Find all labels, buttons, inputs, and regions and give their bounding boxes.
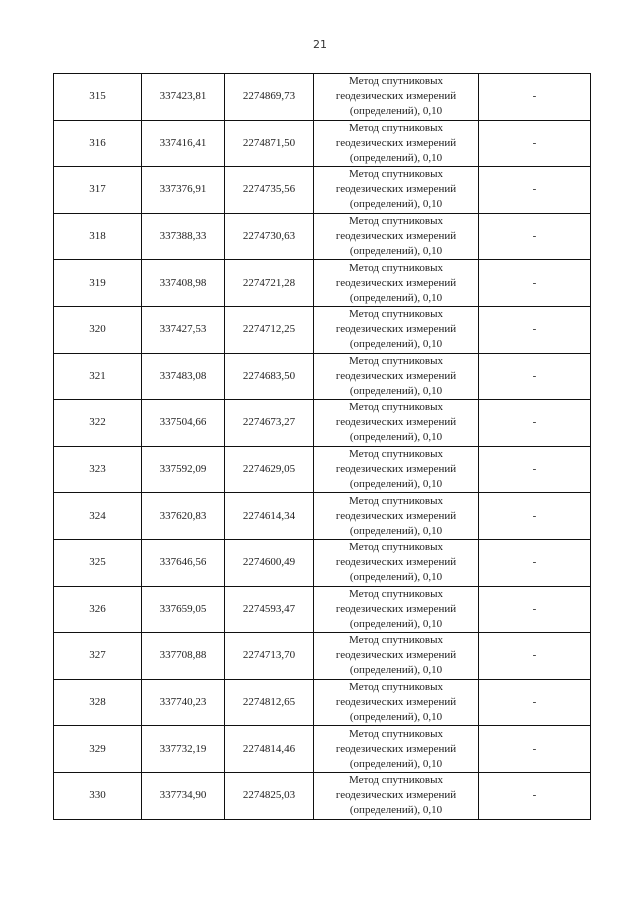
y-coordinate-cell: 2274812,65	[225, 679, 314, 726]
method-line: (определений), 0,10	[349, 198, 443, 211]
point-number-cell: 323	[54, 446, 142, 493]
point-number-cell: 329	[54, 726, 142, 773]
x-coordinate-cell: 337646,56	[142, 539, 225, 586]
method-line: (определений), 0,10	[349, 664, 443, 677]
point-number-cell: 320	[54, 306, 142, 353]
method-line: геодезических измерений	[335, 369, 457, 382]
method-line: геодезических измерений	[335, 230, 457, 243]
table-body	[54, 74, 591, 820]
method-cell	[314, 167, 479, 214]
method-cell	[314, 213, 479, 260]
table-row	[54, 120, 591, 167]
y-coordinate-cell: 2274825,03	[225, 772, 314, 819]
method-cell	[314, 74, 479, 121]
description-cell: -	[479, 493, 591, 540]
method-line: Метод спутниковых	[349, 121, 443, 134]
method-line: Метод спутниковых	[349, 494, 443, 507]
table-row	[54, 772, 591, 819]
method-line: Метод спутниковых	[349, 727, 443, 740]
point-number-cell: 326	[54, 586, 142, 633]
method-line: (определений), 0,10	[349, 384, 443, 397]
description-cell: -	[479, 167, 591, 214]
y-coordinate-cell: 2274869,73	[225, 74, 314, 121]
x-coordinate-cell: 337408,98	[142, 260, 225, 307]
method-line: Метод спутниковых	[349, 401, 443, 414]
y-coordinate-cell: 2274814,46	[225, 726, 314, 773]
method-line: (определений), 0,10	[349, 757, 443, 770]
method-line: (определений), 0,10	[349, 524, 443, 537]
description-cell: -	[479, 120, 591, 167]
method-line: (определений), 0,10	[349, 431, 443, 444]
table-row	[54, 400, 591, 447]
method-line: Метод спутниковых	[349, 308, 443, 321]
description-cell: -	[479, 633, 591, 680]
method-line: геодезических измерений	[335, 276, 457, 289]
method-line: Метод спутниковых	[349, 215, 443, 228]
method-cell	[314, 446, 479, 493]
y-coordinate-cell: 2274593,47	[225, 586, 314, 633]
method-line: Метод спутниковых	[349, 634, 443, 647]
point-number-cell: 318	[54, 213, 142, 260]
table-row	[54, 633, 591, 680]
x-coordinate-cell: 337740,23	[142, 679, 225, 726]
x-coordinate-cell: 337734,90	[142, 772, 225, 819]
method-cell	[314, 772, 479, 819]
method-line: Метод спутниковых	[349, 681, 443, 694]
table-row	[54, 167, 591, 214]
table-row	[54, 493, 591, 540]
y-coordinate-cell: 2274683,50	[225, 353, 314, 400]
y-coordinate-cell: 2274871,50	[225, 120, 314, 167]
description-cell: -	[479, 306, 591, 353]
description-cell: -	[479, 446, 591, 493]
method-line: Метод спутниковых	[349, 354, 443, 367]
point-number-cell: 327	[54, 633, 142, 680]
description-cell: -	[479, 260, 591, 307]
method-cell	[314, 633, 479, 680]
y-coordinate-cell: 2274614,34	[225, 493, 314, 540]
method-line: (определений), 0,10	[349, 711, 443, 724]
point-number-cell: 321	[54, 353, 142, 400]
table-row	[54, 586, 591, 633]
method-line: геодезических измерений	[335, 649, 457, 662]
point-number-cell: 322	[54, 400, 142, 447]
x-coordinate-cell: 337388,33	[142, 213, 225, 260]
y-coordinate-cell: 2274673,27	[225, 400, 314, 447]
method-line: Метод спутниковых	[349, 261, 443, 274]
description-cell: -	[479, 353, 591, 400]
method-cell	[314, 400, 479, 447]
method-line: геодезических измерений	[335, 602, 457, 615]
y-coordinate-cell: 2274600,49	[225, 539, 314, 586]
table-row	[54, 213, 591, 260]
y-coordinate-cell: 2274713,70	[225, 633, 314, 680]
point-number-cell: 316	[54, 120, 142, 167]
method-line: (определений), 0,10	[349, 617, 443, 630]
method-line: геодезических измерений	[335, 323, 457, 336]
method-cell	[314, 586, 479, 633]
method-line: геодезических измерений	[335, 696, 457, 709]
method-line: (определений), 0,10	[349, 804, 443, 817]
method-line: геодезических измерений	[335, 136, 457, 149]
method-line: (определений), 0,10	[349, 571, 443, 584]
x-coordinate-cell: 337423,81	[142, 74, 225, 121]
x-coordinate-cell: 337732,19	[142, 726, 225, 773]
method-line: Метод спутниковых	[349, 587, 443, 600]
method-line: Метод спутниковых	[349, 541, 443, 554]
method-cell	[314, 539, 479, 586]
method-line: геодезических измерений	[335, 416, 457, 429]
table-row	[54, 539, 591, 586]
y-coordinate-cell: 2274712,25	[225, 306, 314, 353]
description-cell: -	[479, 679, 591, 726]
y-coordinate-cell: 2274730,63	[225, 213, 314, 260]
method-line: Метод спутниковых	[349, 168, 443, 181]
x-coordinate-cell: 337659,05	[142, 586, 225, 633]
description-cell: -	[479, 539, 591, 586]
point-number-cell: 319	[54, 260, 142, 307]
method-line: (определений), 0,10	[349, 151, 443, 164]
method-line: (определений), 0,10	[349, 105, 443, 118]
method-line: геодезических измерений	[335, 183, 457, 196]
method-line: геодезических измерений	[335, 742, 457, 755]
table-row	[54, 353, 591, 400]
table-row	[54, 679, 591, 726]
point-number-cell: 324	[54, 493, 142, 540]
table-row	[54, 446, 591, 493]
table-row	[54, 726, 591, 773]
point-number-cell: 325	[54, 539, 142, 586]
method-line: геодезических измерений	[335, 789, 457, 802]
table-row	[54, 306, 591, 353]
description-cell: -	[479, 586, 591, 633]
method-cell	[314, 679, 479, 726]
y-coordinate-cell: 2274735,56	[225, 167, 314, 214]
description-cell: -	[479, 213, 591, 260]
table-row	[54, 260, 591, 307]
description-cell: -	[479, 772, 591, 819]
method-line: (определений), 0,10	[349, 245, 443, 258]
method-line: геодезических измерений	[335, 90, 457, 103]
method-line: (определений), 0,10	[349, 291, 443, 304]
method-cell	[314, 120, 479, 167]
x-coordinate-cell: 337427,53	[142, 306, 225, 353]
method-line: геодезических измерений	[335, 556, 457, 569]
table-row	[54, 74, 591, 121]
method-cell	[314, 306, 479, 353]
method-cell	[314, 260, 479, 307]
point-number-cell: 315	[54, 74, 142, 121]
description-cell: -	[479, 400, 591, 447]
x-coordinate-cell: 337504,66	[142, 400, 225, 447]
point-number-cell: 330	[54, 772, 142, 819]
method-line: Метод спутниковых	[349, 774, 443, 787]
method-line: (определений), 0,10	[349, 478, 443, 491]
x-coordinate-cell: 337620,83	[142, 493, 225, 540]
y-coordinate-cell: 2274629,05	[225, 446, 314, 493]
method-cell	[314, 353, 479, 400]
x-coordinate-cell: 337708,88	[142, 633, 225, 680]
method-cell	[314, 493, 479, 540]
method-line: Метод спутниковых	[349, 75, 443, 88]
x-coordinate-cell: 337416,41	[142, 120, 225, 167]
description-cell: -	[479, 726, 591, 773]
x-coordinate-cell: 337592,09	[142, 446, 225, 493]
x-coordinate-cell: 337483,08	[142, 353, 225, 400]
coordinates-table	[53, 73, 591, 820]
y-coordinate-cell: 2274721,28	[225, 260, 314, 307]
point-number-cell: 317	[54, 167, 142, 214]
point-number-cell: 328	[54, 679, 142, 726]
page-number: 21	[313, 38, 327, 51]
method-cell	[314, 726, 479, 773]
method-line: (определений), 0,10	[349, 338, 443, 351]
method-line: Метод спутниковых	[349, 448, 443, 461]
method-line: геодезических измерений	[335, 463, 457, 476]
x-coordinate-cell: 337376,91	[142, 167, 225, 214]
description-cell: -	[479, 74, 591, 121]
method-line: геодезических измерений	[335, 509, 457, 522]
